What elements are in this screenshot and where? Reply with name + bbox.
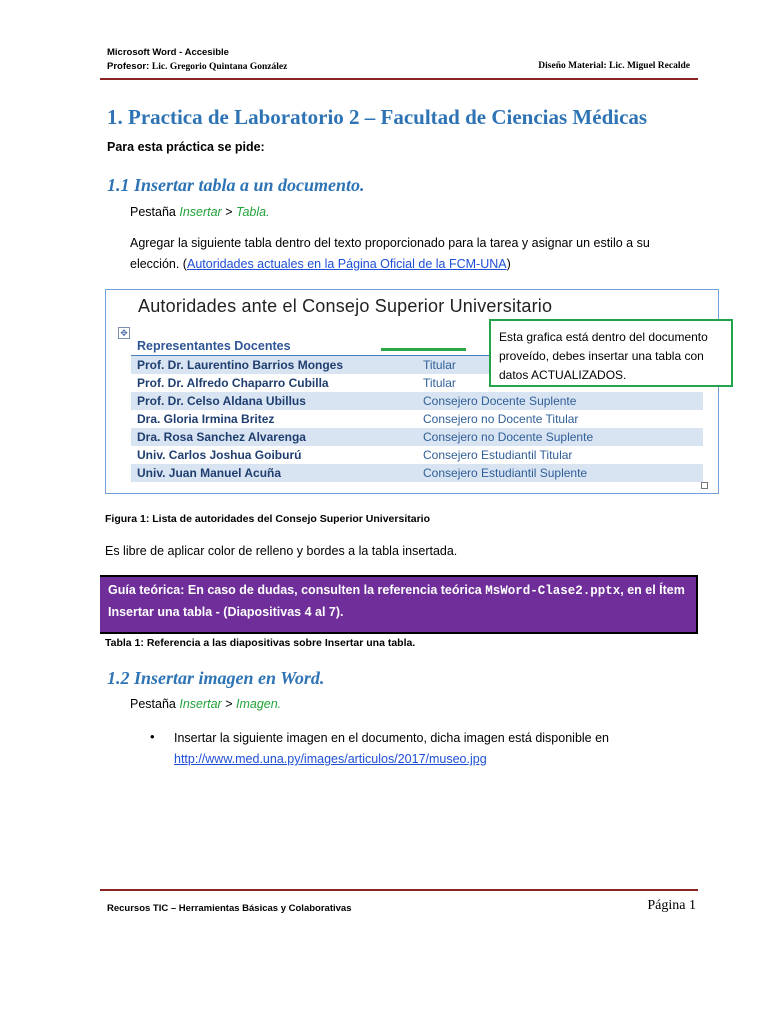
path-prefix: Pestaña xyxy=(130,205,180,219)
guide-text-2: , en el Ítem Insertar una tabla - (Diapositivas 4 al 7). xyxy=(108,583,685,619)
header-professor-label: Profesor: xyxy=(107,61,150,72)
table-row xyxy=(131,410,703,428)
member-role: Consejero Docente Suplente xyxy=(417,392,703,410)
section-2-path xyxy=(130,694,281,715)
member-role: Consejero no Docente Titular xyxy=(423,412,579,426)
guide-file-name: MsWord-Clase2.pptx xyxy=(485,584,621,598)
paragraph-text: Agregar la siguiente tabla dentro del texto proporcionado para la tarea y asignar un estilo a su elección. ( xyxy=(130,236,650,271)
move-anchor-icon[interactable]: ✥ xyxy=(118,327,130,339)
intro-text: Para esta práctica se pide: xyxy=(107,140,265,154)
member-role: Titular xyxy=(417,356,703,375)
path-separator: > xyxy=(221,205,236,219)
path-item-imagen: Imagen. xyxy=(235,697,282,711)
resize-handle[interactable] xyxy=(701,482,708,489)
table-row xyxy=(131,464,703,482)
section-2-bullet xyxy=(174,728,674,770)
figure-caption: Figura 1: Lista de autoridades del Consejo Superior Universitario xyxy=(105,513,430,525)
figure-title: Autoridades ante el Consejo Superior Universitario xyxy=(138,296,553,316)
section-2-heading: 1.2 Insertar imagen en Word. xyxy=(107,668,325,688)
member-name: Prof. Dr. Celso Aldana Ubillus xyxy=(131,392,417,410)
member-name: Prof. Dr. Laurentino Barrios Monges xyxy=(131,356,417,375)
member-name: Prof. Dr. Alfredo Chaparro Cubilla xyxy=(137,376,329,390)
callout-note: Esta grafica está dentro del documento proveído, debes insertar una tabla con datos ACTUALIZADOS. xyxy=(489,319,733,387)
table-caption: Tabla 1: Referencia a las diapositivas sobre Insertar una tabla. xyxy=(105,637,416,649)
member-name: Univ. Juan Manuel Acuña xyxy=(131,464,417,482)
path-item-tabla: Tabla. xyxy=(235,205,270,219)
member-role: Consejero Estudiantil Titular xyxy=(423,448,573,462)
table-row xyxy=(131,392,703,410)
page-title: 1. Practica de Laboratorio 2 – Facultad de Ciencias Médicas xyxy=(107,105,648,129)
member-name: Dra. Rosa Sanchez Alvarenga xyxy=(131,428,417,446)
table-row xyxy=(131,446,703,464)
member-name: Dra. Gloria Irmina Britez xyxy=(137,412,275,426)
path-separator: > xyxy=(221,697,236,711)
table-row xyxy=(131,428,703,446)
bullet-text: Insertar la siguiente imagen en el documento, dicha imagen está disponible en xyxy=(174,731,609,745)
member-role: Consejero no Docente Suplente xyxy=(417,428,703,446)
fcm-una-link[interactable]: Autoridades actuales en la Página Oficial de la FCM-UNA xyxy=(186,257,507,271)
path-tab-insertar: Insertar xyxy=(179,697,222,711)
header-line-2 xyxy=(107,61,287,72)
section-1-heading: 1.1 Insertar tabla a un documento. xyxy=(107,175,365,195)
member-role: Consejero Estudiantil Suplente xyxy=(417,464,703,482)
member-role: Titular xyxy=(423,376,456,390)
fill-note: Es libre de aplicar color de relleno y bordes a la tabla insertada. xyxy=(105,544,458,558)
footer-left: Recursos TIC – Herramientas Básicas y Colaborativas xyxy=(107,903,352,914)
museo-image-link[interactable]: http://www.med.una.py/images/articulos/2017/museo.jpg xyxy=(174,752,487,766)
section-1-paragraph xyxy=(130,233,670,275)
guide-text-1: Guía teórica: En caso de dudas, consulten la referencia teórica xyxy=(108,583,486,597)
header-design-credit: Diseño Material: Lic. Miguel Recalde xyxy=(538,61,690,71)
table-header: Representantes Docentes xyxy=(131,337,703,356)
header-line-1: Microsoft Word - Accesible xyxy=(107,47,229,58)
header-divider xyxy=(100,78,698,80)
theory-guide-box xyxy=(100,575,698,634)
paragraph-end: ) xyxy=(506,257,511,271)
bullet-dot-icon: • xyxy=(150,729,155,744)
footer-divider xyxy=(100,889,698,891)
member-name: Univ. Carlos Joshua Goiburú xyxy=(137,448,302,462)
page-number: Página 1 xyxy=(647,898,696,913)
path-prefix: Pestaña xyxy=(130,697,180,711)
green-underline-mark xyxy=(381,348,466,351)
path-tab-insertar: Insertar xyxy=(179,205,222,219)
header-professor-name: Lic. Gregorio Quintana González xyxy=(151,62,288,72)
section-1-path xyxy=(130,202,270,223)
